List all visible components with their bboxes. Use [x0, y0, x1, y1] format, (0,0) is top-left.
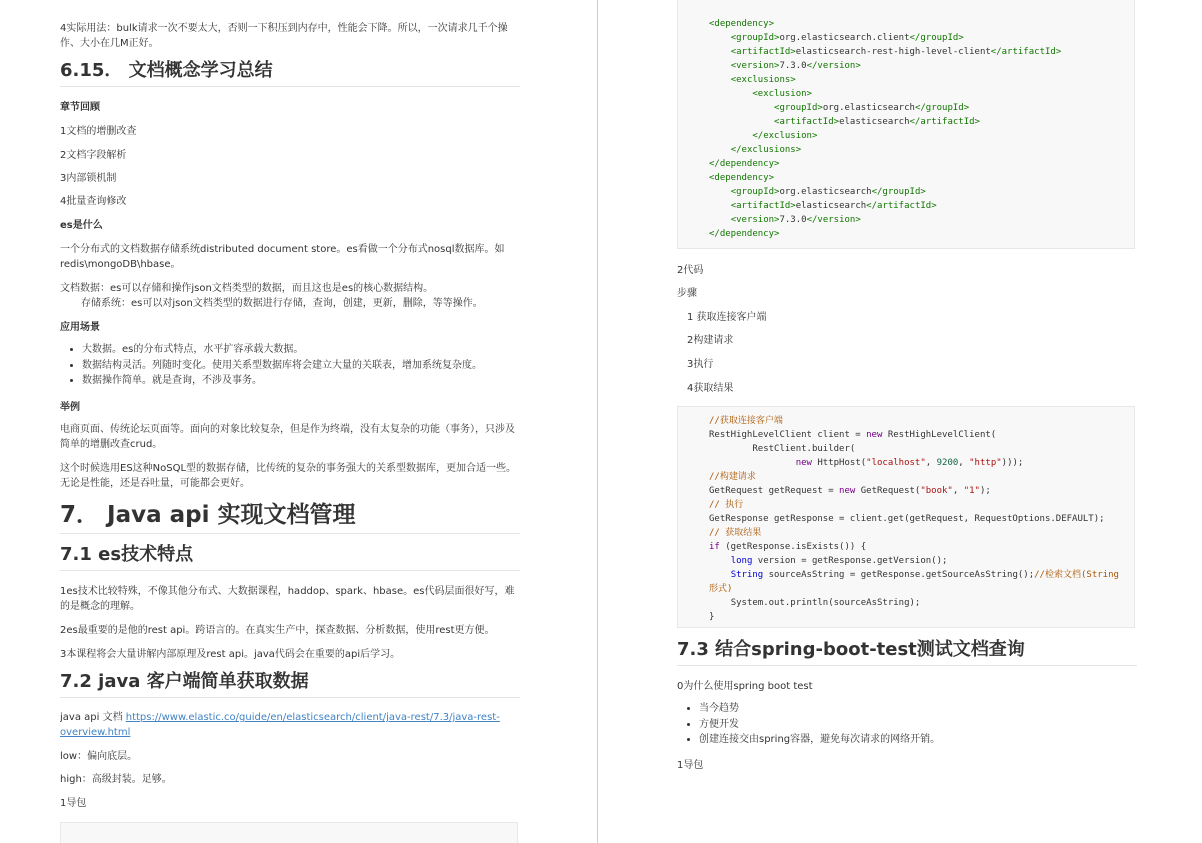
- xml-line: <artifactId>elasticsearch</artifactId>: [774, 117, 980, 127]
- review-title: 章节回顾: [60, 102, 100, 113]
- why-list: [677, 701, 1137, 748]
- step-item: 3执行: [687, 359, 714, 370]
- xml-code-block: [677, 0, 1135, 249]
- heading-7-2: 7.2 java 客户端简单获取数据: [60, 670, 520, 698]
- heading-7-3: 7.3 结合spring-boot-test测试文档查询: [677, 638, 1137, 666]
- es-what-paragraph: 一个分布式的文档数据存储系统distributed document store。es看做一个分布式nosql数据库。如redis\mongoDB\hbase。: [60, 244, 505, 270]
- xml-line: </dependency>: [709, 159, 780, 169]
- p71-2: 2es最重要的是他的rest api。跨语言的。在真实生产中，探查数据、分析数据，使用rest更方便。: [60, 625, 495, 636]
- xml-line: <groupId>org.elasticsearch.client</groupId>: [730, 33, 964, 43]
- xml-line: <dependency>: [709, 19, 775, 29]
- step-item: 1 获取连接客户端: [687, 312, 767, 323]
- xml-line: </exclusions>: [730, 145, 802, 155]
- example-paragraph-2: 这个时候选用ES这种NoSQL型的数据存储，比传统的复杂的事务强大的关系型数据库，更加合适一些。无论是性能，还是吞吐量，可能都会更好。: [60, 463, 517, 489]
- scene-list: [60, 342, 520, 389]
- p71-1: 1es技术比较特殊，不像其他分布式、大数据课程，haddop、spark、hbase。es代码层面很好写，难的是概念的理解。: [60, 586, 515, 612]
- api-doc-prefix: java api 文档: [60, 712, 126, 723]
- example-paragraph-1: 电商页面、传统论坛页面等。面向的对象比较复杂，但是作为终端，没有太复杂的功能（事务），只涉及简单的增删改查crud。: [60, 424, 515, 450]
- xml-line: <artifactId>elasticsearch</artifactId>: [730, 201, 937, 211]
- review-item: 2文档字段解析: [60, 150, 127, 161]
- review-item: 4批量查询修改: [60, 196, 127, 207]
- scene-item: • 数据操作简单。就是查询，不涉及事务。: [82, 373, 520, 389]
- import-package-text: 1导包: [60, 798, 87, 809]
- java-code: //获取连接客户端 RestHighLevelClient client = new RestHighLevelClient( RestClient.builder( new HttpHost("localhost", 9200, "http"))); //构建请求 GetRequest getRequest = new GetRequest("book", "1"); // 执行 GetResponse getResponse = client.get(getRequest, RequestOptions.DEFAULT); // 获取结果 if (getResponse.isExists()) { long version = getResponse.getVersion(); String sourceAsString = getResponse.getSourceAsString();//检索文档(String形式) System.out.println(sourceAsString); }: [709, 416, 1119, 622]
- why-item: • 当今趋势: [699, 701, 1137, 717]
- api-doc-line: [60, 710, 520, 740]
- scene-item: • 大数据。es的分布式特点，水平扩容承载大数据。: [82, 342, 520, 358]
- xml-line: <exclusion>: [752, 89, 812, 99]
- review-item: 3内部锁机制: [60, 173, 117, 184]
- high-text: high：高级封装。足够。: [60, 774, 172, 785]
- xml-line: <artifactId>elasticsearch-rest-high-level-client</artifactId>: [730, 47, 1062, 57]
- heading-7: 7． Java api 实现文档管理: [60, 500, 520, 534]
- xml-line: </dependency>: [709, 229, 780, 239]
- page-divider: [597, 0, 598, 843]
- xml-line: <version>7.3.0</version>: [730, 61, 861, 71]
- es-storage-text: 存储系统：es可以对json文档类型的数据进行存储，查询，创建，更新，删除，等等操作。: [81, 298, 483, 309]
- heading-7-1: 7.1 es技术特点: [60, 543, 520, 571]
- code-block-partial: [60, 822, 518, 843]
- heading-6-15: 6.15． 文档概念学习总结: [60, 59, 520, 87]
- xml-line: <version>7.3.0</version>: [730, 215, 861, 225]
- scene-item: • 数据结构灵活。列随时变化。使用关系型数据库将会建立大量的关联表，增加系统复杂度。: [82, 358, 520, 374]
- api-doc-link[interactable]: https://www.elastic.co/guide/en/elasticsearch/client/java-rest/7.3/java-rest-overview.html: [60, 712, 500, 738]
- es-what-title: es是什么: [60, 220, 103, 231]
- code-label: 2代码: [677, 265, 704, 276]
- xml-line: <dependency>: [709, 173, 775, 183]
- java-code-block: [677, 406, 1135, 628]
- es-doc-data-text: 文档数据：es可以存储和操作json文档类型的数据，而且这也是es的核心数据结构。: [60, 283, 434, 294]
- xml-line: <groupId>org.elasticsearch</groupId>: [730, 187, 926, 197]
- why-title: 0为什么使用spring boot test: [677, 681, 813, 692]
- review-item: 1文档的增删改查: [60, 126, 137, 137]
- xml-line: </exclusion>: [752, 131, 818, 141]
- step-item: 2构建请求: [687, 335, 734, 346]
- bulk-usage-text: 4实际用法：bulk请求一次不要太大，否则一下积压到内存中，性能会下降。所以，一次请求几千个操作、大小在几M正好。: [60, 23, 508, 49]
- p71-3: 3本课程将会大量讲解内部原理及rest api。java代码会在重要的api后学习。: [60, 649, 401, 660]
- xml-line: <exclusions>: [730, 75, 796, 85]
- left-page: [60, 0, 520, 843]
- low-text: low：偏向底层。: [60, 751, 138, 762]
- xml-code: [678, 0, 1134, 247]
- right-page: [677, 0, 1137, 843]
- steps-title: 步骤: [677, 288, 697, 299]
- step-item: 4获取结果: [687, 383, 734, 394]
- example-title: 举例: [60, 402, 80, 413]
- xml-line: <groupId>org.elasticsearch</groupId>: [774, 103, 970, 113]
- why-item: • 创建连接交由spring容器，避免每次请求的网络开销。: [699, 732, 1137, 748]
- why-item: • 方便开发: [699, 717, 1137, 733]
- scene-title: 应用场景: [60, 322, 100, 333]
- import-package-text-right: 1导包: [677, 760, 704, 771]
